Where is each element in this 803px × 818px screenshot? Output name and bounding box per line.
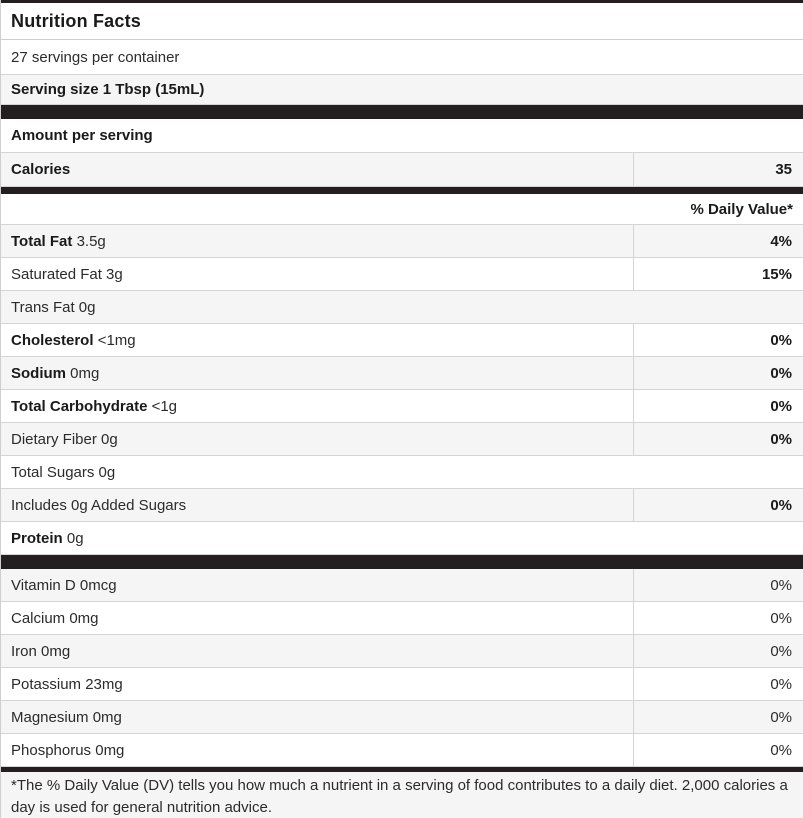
nutrient-dv: 0% <box>633 489 803 521</box>
nutrient-dv: 15% <box>633 258 803 290</box>
section-rule <box>0 555 803 569</box>
daily-value-footnote: *The % Daily Value (DV) tells you how much a nutrient in a serving of food contributes to a daily diet. 2,000 calories a day is used for general nutrition advice. <box>1 772 803 818</box>
micronutrient-row-potassium <box>1 668 803 701</box>
nutrient-dv: 0% <box>633 635 803 667</box>
nutrient-name: Magnesium 0mg <box>11 708 122 726</box>
nutrient-dv: 0% <box>633 423 803 455</box>
serving-size-row <box>1 75 803 105</box>
micronutrient-row-magnesium <box>1 701 803 734</box>
nutrient-name: Potassium 23mg <box>11 675 123 693</box>
nutrient-dv: 0% <box>633 734 803 766</box>
nutrient-row-total-carbohydrate <box>1 390 803 423</box>
nutrient-dv: 0% <box>633 390 803 422</box>
nutrient-dv: 0% <box>633 668 803 700</box>
nutrient-row-sodium <box>1 357 803 390</box>
serving-size-text: Serving size 1 Tbsp (15mL) <box>11 81 205 98</box>
section-rule <box>0 187 803 194</box>
amount-per-serving-row <box>1 119 803 153</box>
calories-label: Calories <box>11 161 71 178</box>
section-rule <box>0 105 803 119</box>
nutrient-name: Cholesterol <1mg <box>11 331 136 349</box>
servings-per-container-text: 27 servings per container <box>11 48 180 66</box>
nutrient-name: Vitamin D 0mcg <box>11 576 117 594</box>
nutrient-dv: 0% <box>633 701 803 733</box>
nutrient-row-cholesterol <box>1 324 803 357</box>
micronutrient-row-calcium <box>1 602 803 635</box>
nutrient-dv: 0% <box>633 357 803 389</box>
nutrient-row-total-sugars <box>1 456 803 489</box>
label-title: Nutrition Facts <box>1 3 803 40</box>
nutrient-name: Trans Fat 0g <box>11 298 96 316</box>
nutrient-row-protein <box>1 522 803 555</box>
daily-value-header-row <box>1 194 803 225</box>
nutrient-name: Iron 0mg <box>11 642 71 660</box>
nutrient-name: Includes 0g Added Sugars <box>11 496 187 514</box>
nutrient-row-trans-fat <box>1 291 803 324</box>
nutrient-name: Saturated Fat 3g <box>11 265 123 283</box>
micronutrient-row-iron <box>1 635 803 668</box>
micronutrient-row-phosphorus <box>1 734 803 767</box>
amount-per-serving-text: Amount per serving <box>11 127 153 144</box>
nutrient-dv: 4% <box>633 225 803 257</box>
servings-per-container-row <box>1 40 803 75</box>
nutrient-dv: 0% <box>633 602 803 634</box>
nutrient-name: Sodium 0mg <box>11 364 100 382</box>
nutrient-name: Dietary Fiber 0g <box>11 430 118 448</box>
nutrient-name: Total Fat 3.5g <box>11 232 106 250</box>
nutrient-row-total-fat <box>1 225 803 258</box>
daily-value-header-text: % Daily Value* <box>690 200 793 218</box>
micronutrient-row-vitamin-d <box>1 569 803 602</box>
nutrient-name: Phosphorus 0mg <box>11 741 125 759</box>
nutrient-name: Total Sugars 0g <box>11 463 116 481</box>
nutrient-name: Calcium 0mg <box>11 609 99 627</box>
calories-row <box>1 153 803 187</box>
nutrient-dv: 0% <box>633 569 803 601</box>
nutrient-row-added-sugars <box>1 489 803 522</box>
nutrient-row-saturated-fat <box>1 258 803 291</box>
nutrient-name: Protein 0g <box>11 529 84 547</box>
nutrient-row-dietary-fiber <box>1 423 803 456</box>
calories-value: 35 <box>633 153 803 186</box>
nutrient-dv: 0% <box>633 324 803 356</box>
nutrient-name: Total Carbohydrate <1g <box>11 397 178 415</box>
